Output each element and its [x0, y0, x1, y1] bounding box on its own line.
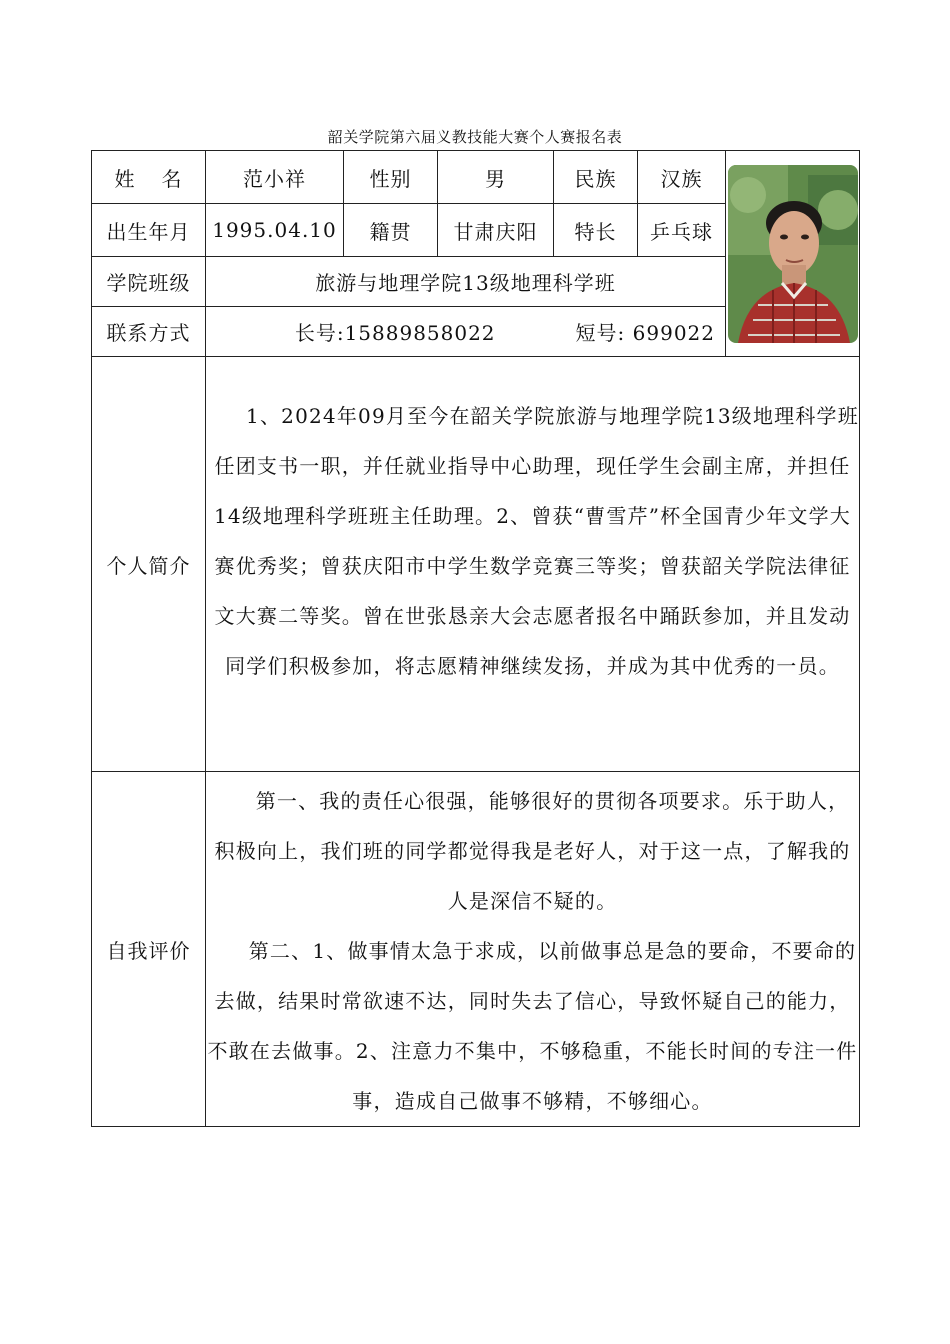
class-value: 旅游与地理学院13级地理科学班 [206, 257, 726, 307]
name-label: 姓 名 [92, 151, 206, 204]
short-number: 短号: 699022 [575, 321, 715, 345]
ethnicity-value: 汉族 [638, 151, 726, 204]
long-number: 长号:15889858022 [294, 321, 496, 345]
self-eval-label: 自我评价 [92, 772, 206, 1127]
self-eval-para-2: 第二、1、做事情太急于求成，以前做事总是急的要命，不要命的去做，结果时常欲速不达，同时失去了信心，导致怀疑自己的能力，不敢在去做事。2、注意力不集中，不够稳重，不能长时间的专注一件事，造成自己做事不够精，不够细心。 [207, 939, 858, 1113]
specialty-value: 乒乓球 [638, 204, 726, 257]
gender-value: 男 [438, 151, 554, 204]
intro-content [206, 357, 860, 772]
origin-value: 甘肃庆阳 [438, 204, 554, 257]
birth-value: 1995.04.10 [206, 204, 344, 257]
origin-label: 籍贯 [344, 204, 438, 257]
form-title: 韶关学院第六届义教技能大赛个人赛报名表 [327, 128, 623, 146]
name-value: 范小祥 [206, 151, 344, 204]
applicant-photo [728, 165, 858, 343]
registration-form [91, 150, 860, 1127]
birth-label: 出生年月 [92, 204, 206, 257]
ethnicity-label: 民族 [554, 151, 638, 204]
gender-label: 性别 [344, 151, 438, 204]
self-eval-para-1: 第一、我的责任心很强，能够很好的贯彻各项要求。乐于助人，积极向上，我们班的同学都觉得我是老好人，对于这一点，了解我的人是深信不疑的。 [214, 789, 851, 913]
specialty-label: 特长 [554, 204, 638, 257]
intro-label: 个人简介 [92, 357, 206, 772]
contact-value [206, 307, 726, 357]
class-label: 学院班级 [92, 257, 206, 307]
photo-cell [726, 151, 860, 357]
self-eval-content [206, 772, 860, 1127]
intro-text: 1、2024年09月至今在韶关学院旅游与地理学院13级地理科学班任团支书一职，并任就业指导中心助理，现任学生会副主席，并担任14级地理科学班班主任助理。2、曾获“曹雪芹”杯全国青少年文学大赛优秀奖；曾获庆阳市中学生数学竞赛三等奖；曾获韶关学院法律征文大赛二等奖。曾在世张恳亲大会志愿者报名中踊跃参加，并且发动同学们积极参加，将志愿精神继续发扬，并成为其中优秀的一员。 [213, 404, 859, 678]
contact-label: 联系方式 [92, 307, 206, 357]
